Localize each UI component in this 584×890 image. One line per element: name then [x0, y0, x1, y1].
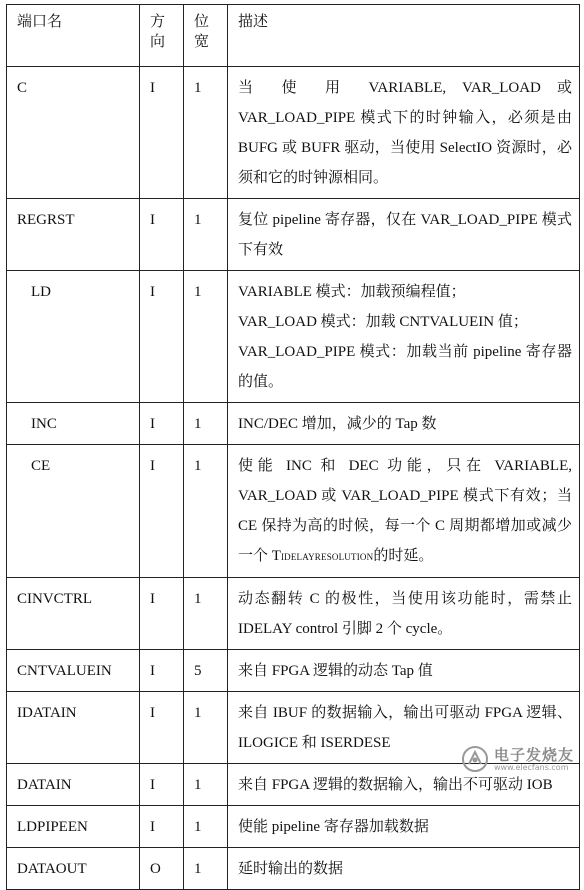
port-name: CNTVALUEIN — [7, 650, 140, 692]
table-row — [7, 848, 580, 890]
port-direction: I — [140, 692, 184, 764]
table-row — [7, 271, 580, 403]
table-row — [7, 403, 580, 445]
port-name: DATAOUT — [7, 848, 140, 890]
t-delay-symbol: T — [271, 548, 281, 564]
port-description: 动态翻转 C 的极性，当使用该功能时，需禁止 IDELAY control 引脚 2 个 cycle。 — [228, 578, 580, 650]
port-name: INC — [7, 403, 140, 445]
port-direction: O — [140, 848, 184, 890]
port-direction: I — [140, 199, 184, 271]
port-width: 1 — [184, 806, 228, 848]
port-description: INC/DEC 增加，减少的 Tap 数 — [228, 403, 580, 445]
port-description — [228, 271, 580, 403]
port-direction: I — [140, 578, 184, 650]
description-line: VAR_LOAD_PIPE 模式：加载当前 pipeline 寄存器的值。 — [238, 344, 572, 390]
table-row — [7, 806, 580, 848]
port-description: 来自 FPGA 逻辑的动态 Tap 值 — [228, 650, 580, 692]
port-width: 1 — [184, 692, 228, 764]
port-width: 1 — [184, 445, 228, 578]
table-row — [7, 650, 580, 692]
table-row — [7, 199, 580, 271]
port-name: CINVCTRL — [7, 578, 140, 650]
table-row — [7, 445, 580, 578]
port-direction: I — [140, 806, 184, 848]
port-description: 使能 INC 和 DEC 功能，只在 VARIABLE, VAR_LOAD 或 VAR_LOAD_PIPE 模式下有效；当 CE 保持为高的时候，每一个 C 周期都增加或减少一个 TIDELAYRESOLUTION的时延。 — [228, 445, 580, 578]
port-width: 5 — [184, 650, 228, 692]
watermark-url: www.elecfans.com — [494, 763, 569, 772]
header-width: 位 宽 — [184, 5, 228, 67]
port-direction: I — [140, 650, 184, 692]
port-width: 1 — [184, 403, 228, 445]
table-header-row — [7, 5, 580, 67]
port-name: LDPIPEEN — [7, 806, 140, 848]
watermark — [460, 744, 576, 774]
port-width: 1 — [184, 578, 228, 650]
description-line: VARIABLE 模式：加载预编程值； — [238, 284, 466, 300]
port-direction: I — [140, 271, 184, 403]
port-width: 1 — [184, 848, 228, 890]
port-width: 1 — [184, 199, 228, 271]
port-description: 使能 pipeline 寄存器加载数据 — [228, 806, 580, 848]
header-description: 描述 — [228, 5, 580, 67]
port-description: 当 使 用 VARIABLE, VAR_LOAD 或 VAR_LOAD_PIPE 模式下的时钟输入，必须是由 BUFG 或 BUFR 驱动，当使用 SelectIO 资源时，必须和它的时钟源相同。 — [228, 67, 580, 199]
port-description: 来自 IBUF 的数据输入，输出可驱动 FPGA 逻辑、ILOGICE 和 ISERDESE — [228, 692, 580, 764]
header-port: 端口名 — [7, 5, 140, 67]
port-width: 1 — [184, 67, 228, 199]
table-row — [7, 67, 580, 199]
port-name: C — [7, 67, 140, 199]
table-row — [7, 578, 580, 650]
port-name: IDATAIN — [7, 692, 140, 764]
port-width: 1 — [184, 271, 228, 403]
port-width: 1 — [184, 764, 228, 806]
t-delay-subscript: IDELAYRESOLUTION — [280, 552, 374, 562]
port-name: REGRST — [7, 199, 140, 271]
port-name: CE — [7, 445, 140, 578]
description-line: VAR_LOAD 模式：加载 CNTVALUEIN 值； — [238, 314, 528, 330]
port-direction: I — [140, 403, 184, 445]
header-direction: 方 向 — [140, 5, 184, 67]
port-name: LD — [7, 271, 140, 403]
elecfans-logo-icon — [460, 744, 492, 774]
port-direction: I — [140, 764, 184, 806]
watermark-title: 电子发烧友 — [494, 746, 575, 764]
port-direction: I — [140, 67, 184, 199]
port-description: 来自 FPGA 逻辑的数据输入，输出不可驱动 IOB — [228, 764, 580, 806]
port-description: 延时输出的数据 — [228, 848, 580, 890]
port-direction: I — [140, 445, 184, 578]
port-name: DATAIN — [7, 764, 140, 806]
port-description: 复位 pipeline 寄存器，仅在 VAR_LOAD_PIPE 模式下有效 — [228, 199, 580, 271]
